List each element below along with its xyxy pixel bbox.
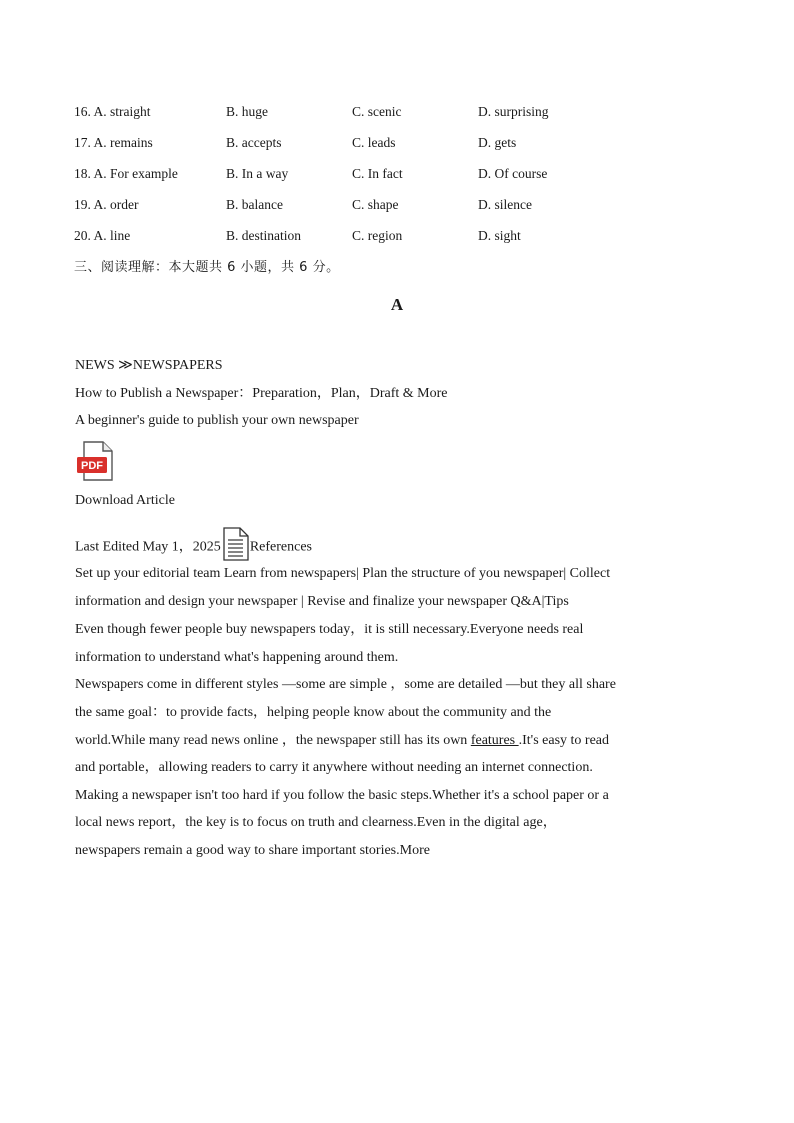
text-line: newspapers remain a good way to share important stories.More — [75, 843, 430, 858]
text-line: Even though fewer people buy newspapers today，it is still necessary.Everyone needs real — [75, 622, 584, 637]
last-edited: Last Edited May 1，2025 — [75, 539, 221, 555]
option-d: D. surprising — [478, 104, 549, 119]
option-c: C. region — [352, 228, 403, 243]
option-a: 17. A. remains — [74, 135, 153, 150]
option-c: C. leads — [352, 135, 396, 150]
option-a: 18. A. For example — [74, 166, 178, 181]
text-line: local news report，the key is to focus on truth and clearness.Even in the digital age， — [75, 815, 557, 830]
pdf-icon[interactable] — [76, 441, 114, 481]
text-line: Newspapers come in different styles —some are simple ，some are detailed —but they all share — [75, 677, 616, 692]
option-b: B. balance — [226, 197, 283, 212]
text-segment: .It's easy to read — [518, 733, 610, 748]
option-a: 20. A. line — [74, 228, 131, 243]
breadcrumb[interactable]: NEWS ≫NEWSPAPERS — [75, 358, 223, 373]
option-b: B. destination — [226, 228, 301, 243]
article-subheadline: A beginner's guide to publish your own newspaper — [75, 413, 359, 428]
option-d: D. silence — [478, 197, 532, 212]
toc-line[interactable]: Set up your editorial team Learn from newspapers| Plan the structure of you newspaper| Collect — [75, 566, 611, 581]
toc-line[interactable]: information and design your newspaper | Revise and finalize your newspaper Q&A|Tips — [75, 594, 569, 609]
text-line — [75, 731, 609, 751]
text-line: Making a newspaper isn't too hard if you follow the basic steps.Whether it's a school paper or a — [75, 788, 609, 803]
section-heading: 三、阅读理解：本大题共 6 小题，共 6 分。 — [74, 260, 340, 275]
option-a: 16. A. straight — [74, 104, 151, 119]
option-d: D. Of course — [478, 166, 548, 181]
download-article-link[interactable]: Download Article — [75, 493, 175, 508]
option-b: B. In a way — [226, 166, 289, 181]
features-link[interactable]: features — [470, 733, 519, 748]
passage-title: A — [390, 295, 404, 314]
pdf-icon-label: PDF — [81, 460, 103, 472]
option-c: C. scenic — [352, 104, 402, 119]
option-b: B. huge — [226, 104, 268, 119]
option-c: C. shape — [352, 197, 399, 212]
option-c: C. In fact — [352, 166, 403, 181]
option-b: B. accepts — [226, 135, 282, 150]
option-a: 19. A. order — [74, 197, 139, 212]
text-line: and portable，allowing readers to carry it anywhere without needing an internet connection. — [75, 760, 593, 775]
document-icon[interactable] — [222, 527, 249, 568]
article-headline: How to Publish a Newspaper：Preparation，Plan，Draft & More — [75, 386, 448, 401]
option-d: D. sight — [478, 228, 521, 243]
text-line: information to understand what's happening around them. — [75, 650, 399, 665]
references-link[interactable]: References — [249, 539, 312, 555]
text-segment: world.While many read news online ，the newspaper still has its own — [75, 733, 471, 748]
option-d: D. gets — [478, 135, 517, 150]
text-line: the same goal：to provide facts，helping people know about the community and the — [75, 705, 552, 720]
meta-line — [75, 527, 312, 568]
